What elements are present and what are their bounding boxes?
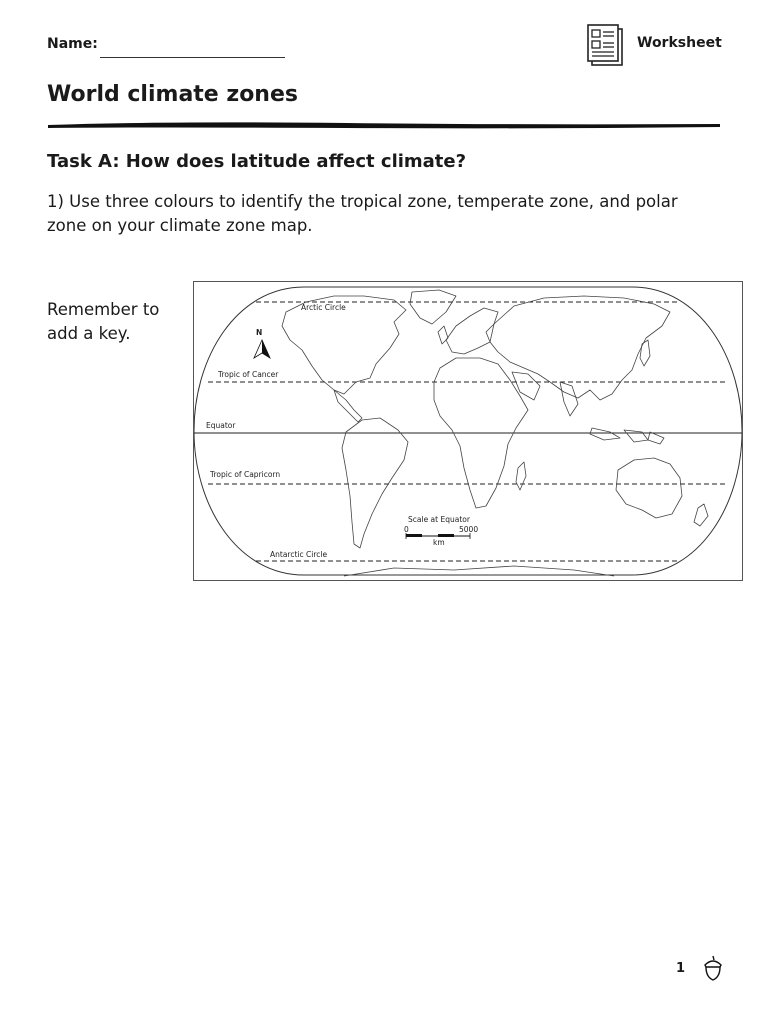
- continent-central-america: [334, 390, 362, 422]
- name-label: Name:: [47, 36, 98, 52]
- continent-south-america: [342, 418, 408, 548]
- scale-unit: km: [433, 538, 445, 547]
- worksheet-label: Worksheet: [637, 35, 722, 51]
- name-field[interactable]: [100, 57, 285, 58]
- continent-greenland: [410, 290, 456, 324]
- page-title: World climate zones: [47, 82, 298, 107]
- scale-end: 5000: [459, 525, 479, 534]
- document-icon: [586, 24, 628, 72]
- continent-australia: [616, 458, 682, 518]
- tropic-of-cancer-label: Tropic of Cancer: [218, 370, 279, 379]
- continent-europe: [446, 308, 498, 354]
- island-madagascar: [516, 462, 526, 490]
- island-new-zealand: [694, 504, 708, 526]
- islands-indonesia: [590, 428, 664, 444]
- key-reminder: Remember to add a key.: [47, 300, 160, 343]
- antarctic-circle-label: Antarctic Circle: [270, 550, 328, 559]
- task-heading: Task A: How does latitude affect climate?: [47, 151, 467, 172]
- acorn-icon: [700, 953, 726, 987]
- region-arabia: [512, 372, 540, 400]
- arctic-circle-label: Arctic Circle: [301, 303, 346, 312]
- north-label: N: [256, 328, 263, 337]
- page-number: 1: [676, 961, 686, 976]
- equator-label: Equator: [206, 421, 236, 430]
- scale-start: 0: [404, 525, 409, 534]
- north-arrow-icon: [254, 340, 270, 358]
- title-underline: [46, 116, 722, 135]
- region-india: [560, 382, 578, 416]
- scale-title: Scale at Equator: [408, 515, 470, 524]
- island-japan: [640, 340, 650, 366]
- task-instruction: 1) Use three colours to identify the tropical zone, temperate zone, and polar zone on your climate zone map.: [47, 192, 678, 235]
- tropic-of-capricorn-label: Tropic of Capricorn: [210, 470, 281, 479]
- world-map[interactable]: [193, 281, 743, 581]
